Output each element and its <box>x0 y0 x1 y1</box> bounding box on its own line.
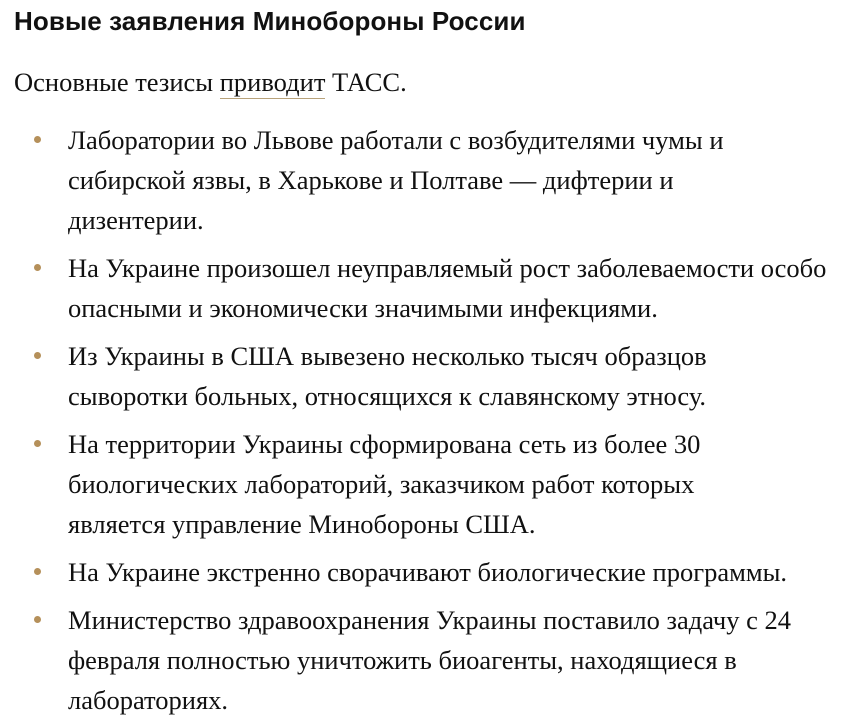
intro-paragraph <box>14 62 859 102</box>
article <box>14 0 859 728</box>
list-item <box>14 120 859 240</box>
list-item-text: Министерство здравоохранения Украины поставило задачу с 24 февраля полностью уничтожить биоагенты, находящиеся в лабораториях. <box>68 605 791 715</box>
list-item <box>14 552 859 592</box>
list-item-text: На территории Украины сформирована сеть из более 30 биологических лабораторий, заказчиком работ которых является управление Минобороны США. <box>68 429 701 539</box>
bullet-dot-icon <box>34 440 41 447</box>
bullet-dot-icon <box>34 568 41 575</box>
list-item <box>14 336 859 416</box>
list-item <box>14 248 859 328</box>
bullet-dot-icon <box>34 136 41 143</box>
list-item <box>14 600 859 720</box>
theses-list <box>14 120 859 720</box>
list-item-text: Лаборатории во Львове работали с возбудителями чумы и сибирской язвы, в Харькове и Полтаве — дифтерии и дизентерии. <box>68 125 724 235</box>
bullet-dot-icon <box>34 352 41 359</box>
bullet-dot-icon <box>34 264 41 271</box>
source-link[interactable]: приводит <box>219 67 326 97</box>
bullet-dot-icon <box>34 616 41 623</box>
list-item-text: На Украине произошел неуправляемый рост заболеваемости особо опасными и экономически значимыми инфекциями. <box>68 253 827 323</box>
section-heading: Новые заявления Минобороны России <box>14 6 526 36</box>
list-item <box>14 424 859 544</box>
list-item-text: На Украине экстренно сворачивают биологические программы. <box>68 557 788 587</box>
list-item-text: Из Украины в США вывезено несколько тысяч образцов сыворотки больных, относящихся к славянскому этносу. <box>68 341 707 411</box>
intro-text-after: ТАСС. <box>325 67 407 97</box>
intro-text-before: Основные тезисы <box>14 67 220 97</box>
